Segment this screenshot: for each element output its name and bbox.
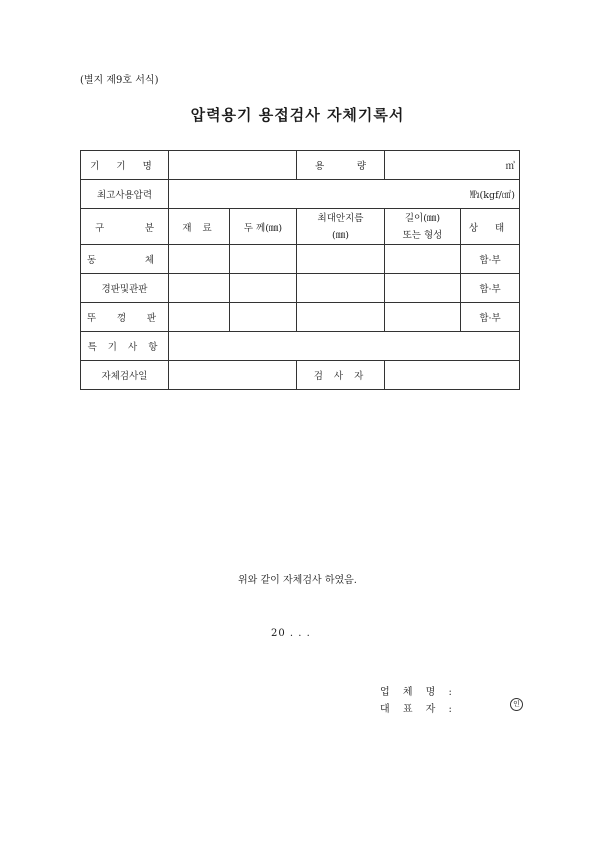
thickness-cell[interactable] (230, 274, 297, 303)
company-name-label: 업 체 명 : (380, 687, 457, 698)
status-header: 상 태 (461, 209, 520, 245)
inspection-table (80, 150, 520, 390)
signature-date: 20 . . . (271, 628, 311, 639)
table-row (81, 303, 520, 332)
max-pressure-row (81, 180, 520, 209)
length-cell[interactable] (385, 274, 461, 303)
status-cell[interactable]: 합·부 (461, 245, 520, 274)
inspection-row (81, 361, 520, 390)
length-header: 길이(㎜) 또는 형성 (385, 209, 461, 245)
max-pressure-field[interactable] (169, 180, 520, 209)
inspection-date-label: 자체검사일 (81, 361, 169, 390)
category-header: 구 분 (81, 209, 169, 245)
material-cell[interactable] (169, 245, 230, 274)
form-reference: (별지 제9호 서식) (80, 75, 159, 86)
capacity-field[interactable] (385, 151, 520, 180)
material-header: 재 료 (169, 209, 230, 245)
diameter-cell[interactable] (297, 245, 385, 274)
seal-mark: 인 (510, 698, 523, 711)
remarks-label: 특 기 사 항 (81, 332, 169, 361)
shell-label: 동 체 (81, 245, 169, 274)
status-cell[interactable]: 합·부 (461, 303, 520, 332)
capacity-label: 용 량 (297, 151, 385, 180)
inspector-label: 검 사 자 (297, 361, 385, 390)
pressure-unit: ㎫(kgf/㎠) (470, 190, 516, 201)
material-cell[interactable] (169, 274, 230, 303)
remarks-row (81, 332, 520, 361)
max-pressure-label: 최고사용압력 (81, 180, 169, 209)
max-inner-diameter-header: 최대안지름 (㎜) (297, 209, 385, 245)
document-title: 압력용기 용접검사 자체기록서 (190, 106, 405, 124)
confirmation-statement: 위와 같이 자체검사 하였음. (238, 575, 357, 586)
status-cell[interactable]: 합·부 (461, 274, 520, 303)
device-name-field[interactable] (169, 151, 297, 180)
head-plate-label: 경판및관판 (81, 274, 169, 303)
table-row (81, 274, 520, 303)
table-row (81, 245, 520, 274)
thickness-header: 두 께(㎜) (230, 209, 297, 245)
thickness-cell[interactable] (230, 245, 297, 274)
diameter-cell[interactable] (297, 303, 385, 332)
length-cell[interactable] (385, 245, 461, 274)
length-cell[interactable] (385, 303, 461, 332)
material-cell[interactable] (169, 303, 230, 332)
representative-label: 대 표 자 : (380, 704, 457, 715)
capacity-unit: ㎥ (505, 161, 516, 172)
cover-plate-label: 뚜 껑 판 (81, 303, 169, 332)
inspection-date-field[interactable] (169, 361, 297, 390)
column-header-row (81, 209, 520, 245)
device-name-label: 기 기 명 (81, 151, 169, 180)
thickness-cell[interactable] (230, 303, 297, 332)
remarks-field[interactable] (169, 332, 520, 361)
device-row (81, 151, 520, 180)
diameter-cell[interactable] (297, 274, 385, 303)
inspector-field[interactable] (385, 361, 520, 390)
